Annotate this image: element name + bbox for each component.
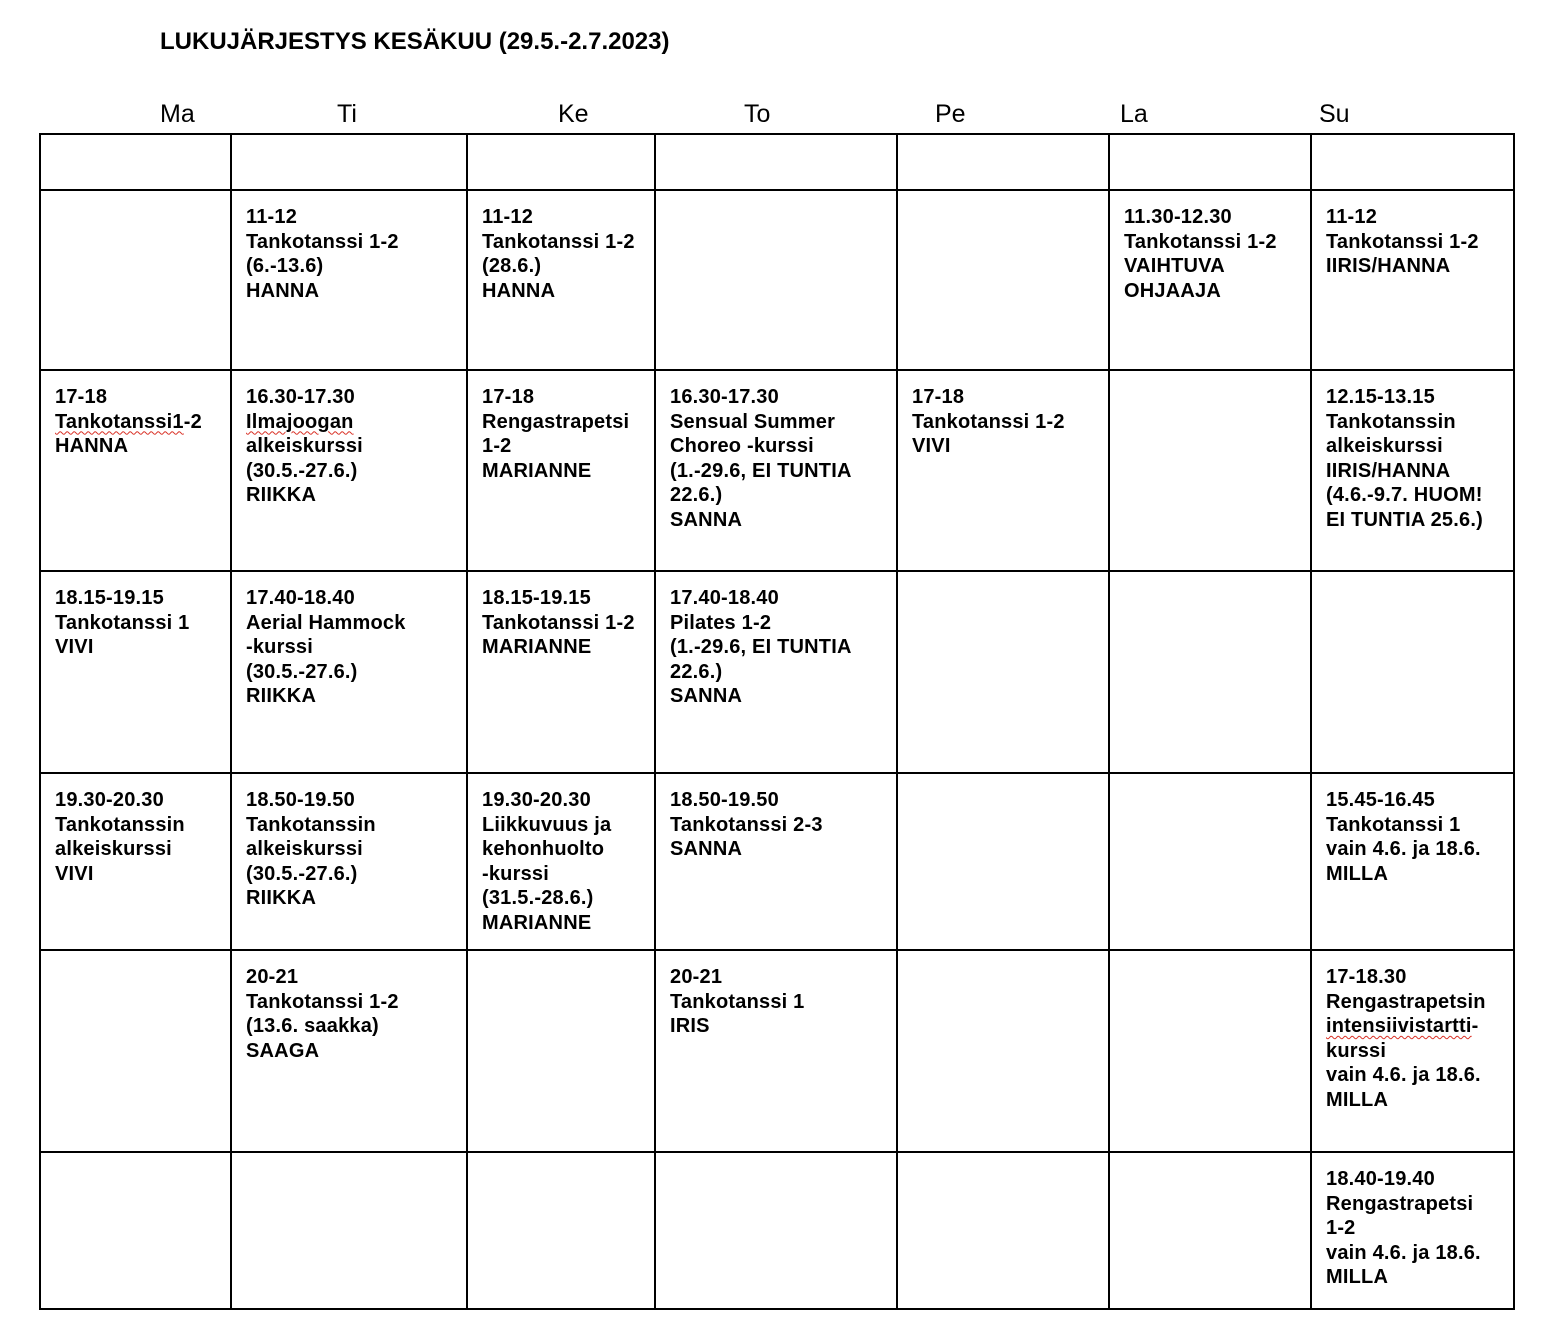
class-detail: Rengastrapetsi (482, 410, 630, 433)
class-time: 17-18 (482, 386, 535, 408)
class-detail: RIIKKA (246, 887, 317, 909)
class-detail: 22.6.) (670, 484, 723, 506)
schedule-cell-to (655, 370, 897, 571)
class-time: 18.40-19.40 (1326, 1168, 1435, 1190)
schedule-row (40, 190, 1514, 370)
class-detail: Liikkuvuus ja (482, 813, 612, 836)
day-label-ke: Ke (558, 100, 589, 128)
class-detail: VIVI (912, 435, 951, 457)
class-detail: RIIKKA (246, 685, 317, 707)
class-detail: 22.6.) (670, 660, 723, 683)
schedule-cell-ma (40, 1152, 231, 1309)
class-detail: EI TUNTIA 25.6.) (1326, 508, 1483, 531)
schedule-cell-ke (467, 190, 655, 370)
class-detail: (30.5.-27.6.) (246, 862, 358, 885)
schedule-cell-pe (897, 190, 1109, 370)
class-detail: 1-2 (482, 435, 512, 457)
class-detail: Choreo -kurssi (670, 435, 814, 457)
class-detail: Tankotanssin (246, 813, 376, 836)
day-label-la: La (1120, 100, 1148, 128)
class-time: 11-12 (246, 206, 298, 228)
schedule-cell-ma (40, 950, 231, 1152)
class-detail: Tankotanssi 1-2 (246, 230, 399, 253)
schedule-cell-la (1109, 370, 1311, 571)
schedule-cell-su (1311, 950, 1514, 1152)
class-time: 18.15-19.15 (482, 587, 591, 609)
schedule-cell-ma (40, 134, 231, 190)
schedule-cell-su (1311, 773, 1514, 950)
schedule-cell-la (1109, 571, 1311, 773)
class-time: 17.40-18.40 (246, 587, 355, 609)
schedule-row (40, 950, 1514, 1152)
class-time: 20-21 (246, 966, 299, 988)
class-detail: (6.-13.6) (246, 255, 324, 277)
schedule-cell-su (1311, 571, 1514, 773)
class-detail: (31.5.-28.6.) (482, 887, 594, 909)
class-time: 15.45-16.45 (1326, 789, 1435, 811)
class-detail: MILLA (1326, 1266, 1389, 1288)
class-detail: kurssi (1326, 1039, 1387, 1062)
schedule-cell-to (655, 190, 897, 370)
schedule-cell-ti (231, 190, 467, 370)
day-label-ti: Ti (337, 100, 357, 128)
schedule-cell-to (655, 571, 897, 773)
class-detail: Tankotanssi 1 (55, 611, 190, 634)
schedule-cell-to (655, 134, 897, 190)
class-detail: intensiivistartti- (1326, 1015, 1479, 1037)
schedule-cell-pe (897, 370, 1109, 571)
class-detail: Rengastrapetsi (1326, 1192, 1474, 1215)
schedule-cell-ma (40, 773, 231, 950)
schedule-cell-ke (467, 1152, 655, 1309)
class-time: 19.30-20.30 (482, 789, 591, 811)
page-title: LUKUJÄRJESTYS KESÄKUU (29.5.-2.7.2023) (160, 28, 670, 55)
class-detail: kehonhuolto (482, 838, 605, 860)
class-detail: MILLA (1326, 1088, 1389, 1111)
schedule-cell-su (1311, 190, 1514, 370)
schedule-cell-la (1109, 134, 1311, 190)
class-detail: (30.5.-27.6.) (246, 459, 358, 482)
class-time: 16.30-17.30 (246, 386, 355, 408)
schedule-cell-la (1109, 950, 1311, 1152)
class-time: 17-18 (55, 386, 108, 408)
class-detail: alkeiskurssi (246, 838, 363, 860)
schedule-cell-ke (467, 773, 655, 950)
class-detail: Tankotanssi 1 (670, 990, 805, 1013)
class-detail: Pilates 1-2 (670, 611, 772, 634)
day-label-ma: Ma (160, 100, 195, 128)
class-detail: IIRIS/HANNA (1326, 255, 1451, 277)
class-detail: vain 4.6. ja 18.6. (1326, 1241, 1481, 1264)
class-detail: MARIANNE (482, 911, 592, 934)
class-time: 11-12 (1326, 206, 1378, 228)
class-detail: vain 4.6. ja 18.6. (1326, 838, 1481, 860)
class-detail: IRIS (670, 1015, 710, 1037)
class-time: 18.50-19.50 (670, 789, 779, 811)
schedule-cell-ma (40, 370, 231, 571)
schedule-cell-to (655, 1152, 897, 1309)
day-label-to: To (744, 100, 771, 128)
schedule-cell-pe (897, 1152, 1109, 1309)
schedule-row (40, 1152, 1514, 1309)
class-time: 11-12 (482, 206, 534, 228)
class-detail: SAAGA (246, 1039, 320, 1062)
class-detail: Aerial Hammock (246, 611, 406, 634)
class-time: 19.30-20.30 (55, 789, 164, 811)
class-detail: vain 4.6. ja 18.6. (1326, 1064, 1481, 1086)
class-detail: SANNA (670, 838, 743, 860)
schedule-cell-pe (897, 950, 1109, 1152)
class-detail: Tankotanssi 1-2 (1326, 230, 1479, 253)
class-detail: VIVI (55, 862, 94, 885)
schedule-cell-la (1109, 190, 1311, 370)
class-detail: alkeiskurssi (246, 435, 363, 457)
class-detail: MARIANNE (482, 459, 592, 482)
class-detail: OHJAAJA (1124, 279, 1221, 302)
class-time: 18.15-19.15 (55, 587, 164, 609)
class-detail: Tankotanssi 1-2 (246, 990, 399, 1013)
schedule-cell-su (1311, 134, 1514, 190)
class-detail: (4.6.-9.7. HUOM! (1326, 484, 1483, 506)
class-time: 20-21 (670, 966, 723, 988)
class-detail: SANNA (670, 685, 743, 707)
class-detail: Rengastrapetsin (1326, 990, 1486, 1013)
class-time: 12.15-13.15 (1326, 386, 1435, 408)
schedule-cell-su (1311, 1152, 1514, 1309)
schedule-cell-to (655, 773, 897, 950)
schedule-cell-ti (231, 950, 467, 1152)
class-detail: Ilmajoogan (246, 410, 354, 433)
class-detail: IIRIS/HANNA (1326, 459, 1451, 482)
schedule-row (40, 370, 1514, 571)
class-detail: -kurssi (482, 862, 549, 885)
schedule-cell-su (1311, 370, 1514, 571)
schedule-cell-to (655, 950, 897, 1152)
schedule-table (39, 133, 1515, 1310)
class-detail: Tankotanssi 1-2 (1124, 230, 1277, 253)
schedule-cell-pe (897, 134, 1109, 190)
class-detail: HANNA (246, 279, 320, 302)
class-detail: -kurssi (246, 636, 313, 658)
class-detail: (28.6.) (482, 255, 542, 277)
schedule-cell-ke (467, 950, 655, 1152)
schedule-cell-pe (897, 571, 1109, 773)
schedule-cell-ti (231, 1152, 467, 1309)
class-time: 16.30-17.30 (670, 386, 779, 408)
schedule-body (40, 134, 1514, 1309)
class-detail: alkeiskurssi (1326, 435, 1443, 457)
schedule-cell-la (1109, 773, 1311, 950)
class-detail: SANNA (670, 508, 743, 531)
class-detail: HANNA (55, 435, 129, 457)
class-detail: VAIHTUVA (1124, 255, 1225, 277)
class-detail: HANNA (482, 279, 556, 302)
schedule-cell-ti (231, 370, 467, 571)
day-label-su: Su (1319, 100, 1350, 128)
schedule-cell-pe (897, 773, 1109, 950)
class-detail: (30.5.-27.6.) (246, 660, 358, 683)
schedule-cell-ke (467, 134, 655, 190)
schedule-row (40, 134, 1514, 190)
class-time: 11.30-12.30 (1124, 206, 1232, 228)
schedule-row (40, 773, 1514, 950)
class-detail: Tankotanssi 2-3 (670, 813, 823, 836)
class-time: 17.40-18.40 (670, 587, 779, 609)
class-detail: (13.6. saakka) (246, 1015, 379, 1037)
class-detail: VIVI (55, 636, 94, 658)
day-label-pe: Pe (935, 100, 966, 128)
class-detail: Tankotanssin (55, 813, 185, 836)
class-detail: MILLA (1326, 862, 1389, 885)
class-detail: Tankotanssi 1-2 (482, 611, 635, 634)
class-detail: 1-2 (1326, 1217, 1356, 1239)
schedule-cell-ti (231, 134, 467, 190)
class-detail: Tankotanssi 1-2 (912, 410, 1065, 433)
class-detail: Tankotanssi1-2 (55, 410, 202, 433)
schedule-row (40, 571, 1514, 773)
class-detail: Tankotanssin (1326, 410, 1456, 433)
class-detail: Tankotanssi 1 (1326, 813, 1461, 836)
class-detail: RIIKKA (246, 484, 317, 506)
class-time: 17-18 (912, 386, 965, 408)
schedule-cell-ma (40, 571, 231, 773)
class-time: 17-18.30 (1326, 966, 1407, 988)
schedule-cell-ti (231, 571, 467, 773)
class-detail: Tankotanssi 1-2 (482, 230, 635, 253)
schedule-cell-ke (467, 370, 655, 571)
class-detail: (1.-29.6, EI TUNTIA (670, 459, 852, 482)
schedule-cell-ke (467, 571, 655, 773)
class-time: 18.50-19.50 (246, 789, 355, 811)
schedule-cell-la (1109, 1152, 1311, 1309)
schedule-cell-ma (40, 190, 231, 370)
schedule-cell-ti (231, 773, 467, 950)
class-detail: (1.-29.6, EI TUNTIA (670, 636, 852, 658)
class-detail: alkeiskurssi (55, 838, 172, 860)
class-detail: MARIANNE (482, 636, 592, 658)
class-detail: Sensual Summer (670, 410, 836, 433)
